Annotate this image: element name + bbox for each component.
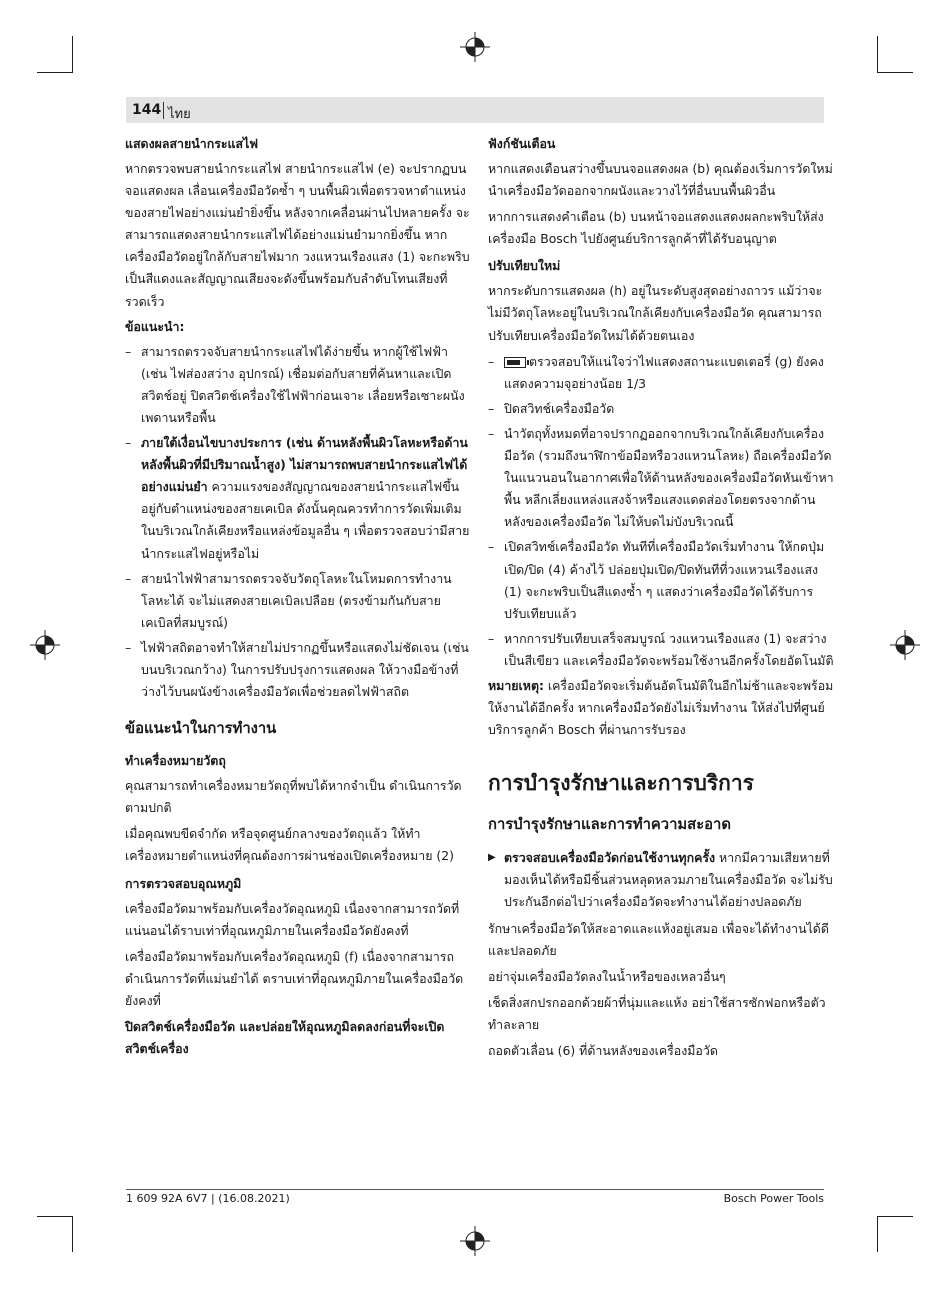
paragraph: หากตรวจพบสายนำกระแสไฟ สายนำกระแสไฟ (e) จะปรากฏบนจอแสดงผล เลื่อนเครื่องมือวัดซ้ำ ๆ บนพื้นผิวเพื่อตรวจหาตำแหน่งของสายไฟอย่างแม่นยำยิ่งขึ้น หลังจากเคลื่อนผ่านไปหลายครั้ง จะสามารถแสดงสายนำกระแสไฟได้อย่างแม่นยำมากยิ่งขึ้น หากเครื่องมือวัดอยู่ใกล้กับสายไฟมาก วงแหวนเรืองแสง (1) จะกะพริบเป็นสีแดงและสัญญาณเสียงจะดังขึ้นพร้อมกับลำดับโทนเสียงที่รวดเร็ว bbox=[125, 161, 470, 309]
paragraph: เครื่องมือวัดมาพร้อมกับเครื่องวัดอุณหภูมิ เนื่องจากสามารถวัดที่แน่นอนได้ราบเท่าที่อุณหภูมิภายในเครื่องมือวัดยังคงที่ bbox=[125, 900, 460, 938]
registration-mark-icon bbox=[890, 630, 920, 660]
paragraph: เช็ดสิ่งสกปรกออกด้วยผ้าที่นุ่มและแห้ง อย่าใช้สารซักฟอกหรือตัวทำละลาย bbox=[488, 994, 826, 1032]
section-heading: ปรับเทียบใหม่ bbox=[488, 258, 561, 274]
paragraph: ถอดตัวเลื่อน (6) ที่ด้านหลังของเครื่องมือวัด bbox=[488, 1043, 718, 1058]
paragraph: เครื่องมือวัดมาพร้อมกับเครื่องวัดอุณหภูมิ (f) เนื่องจากสามารถดำเนินการวัดที่แม่นยำได้ ตราบเท่าที่อุณหภูมิภายในเครื่องมือวัดยังคงที่ bbox=[125, 948, 464, 1008]
page-number: 144 bbox=[132, 102, 162, 118]
list-item-text: ความแรงของสัญญาณของสายนำกระแสไฟขึ้นอยู่กับตำแหน่งของสายเคเบิล ดังนั้นคุณควรทำการวัดเพิ่มเติมในบริเวณใกล้เคียงหรือแหล่งข้อมูลอื่น ๆ เพื่อตรวจสอบว่ามีสายนำกระแสไฟอยู่หรือไม่ bbox=[141, 479, 470, 561]
section-heading: ฟังก์ชันเตือน bbox=[488, 136, 556, 151]
list-item: – ปิดสวิทช์เครื่องมือวัด bbox=[488, 398, 834, 420]
right-column bbox=[488, 132, 834, 1066]
page-header-bar bbox=[126, 97, 824, 123]
subsection-heading: ทำเครื่องหมายวัตถุ bbox=[125, 753, 226, 769]
section-heading: แสดงผลสายนำกระแสไฟ bbox=[125, 136, 259, 151]
chapter-heading: การบำรุงรักษาและการบริการ bbox=[488, 771, 754, 796]
list-item: – หากการปรับเทียบเสร็จสมบูรณ์ วงแหวนเรืองแสง (1) จะสว่างเป็นสีเขียว และเครื่องมือวัดจะพร้อมใช้งานอีกครั้งโดยอัตโนมัติ bbox=[488, 628, 834, 672]
note-label: หมายเหตุ: bbox=[488, 677, 544, 693]
crop-mark bbox=[877, 36, 878, 72]
warning-paragraph: ปิดสวิตช์เครื่องมือวัด และปล่อยให้อุณหภูมิลดลงก่อนที่จะเปิดสวิตช์เครื่อง bbox=[125, 1019, 445, 1057]
paragraph: อย่าจุ่มเครื่องมือวัดลงในน้ำหรือของเหลวอื่นๆ bbox=[488, 968, 726, 984]
left-column bbox=[125, 132, 473, 1064]
registration-mark-icon bbox=[460, 1226, 490, 1256]
crop-mark bbox=[37, 1216, 73, 1217]
subsection-heading: การตรวจสอบอุณหภูมิ bbox=[125, 875, 242, 891]
header-divider bbox=[163, 102, 164, 119]
note-text: เครื่องมือวัดจะเริ่มต้นอัตโนมัติในอีกไม่ช้าและจะพร้อมให้งานได้อีกครั้ง หากเครื่องมือวัดยังไม่เริ่มทำงาน ให้ส่งไปที่ศูนย์บริการลูกค้า Bosch ที่ผ่านการรับรอง bbox=[488, 677, 834, 738]
list-item: – สายนำไฟฟ้าสามารถตรวจจับวัตถุโลหะในโหมดการทำงานโลหะได้ จะไม่แสดงสายเคเบิลเปลือย (ตรงข้ามกันกับสายเคเบิลที่สมบูรณ์) bbox=[125, 568, 473, 634]
list-item bbox=[125, 432, 473, 565]
paragraph: หากแสดงเตือนสว่างขึ้นบนจอแสดงผล (b) คุณต้องเริ่มการวัดใหม่ นำเครื่องมือวัดออกจากผนังและวางไว้ที่อื่นบนพื้นผิวอื่น bbox=[488, 161, 833, 199]
section-heading: การบำรุงรักษาและการทำความสะอาด bbox=[488, 816, 731, 834]
calibration-steps bbox=[488, 351, 834, 672]
safety-instruction bbox=[488, 847, 834, 913]
battery-icon bbox=[504, 357, 526, 368]
list-item: – เปิดสวิทช์เครื่องมือวัด ทันทีที่เครื่องมือวัดเริ่มทำงาน ให้กดปุ่มเปิด/ปิด (4) ค้างไว้ ปล่อยปุ่มเปิด/ปิดทันทีที่วงแหวนเรืองแสง (1) จะกะพริบเป็นสีแดงซ้ำ ๆ แสดงว่าเครื่องมือวัดได้รับการปรับเทียบแล้ว bbox=[488, 536, 834, 624]
note-paragraph bbox=[488, 675, 834, 741]
section-heading: ข้อแนะนำ: bbox=[125, 318, 185, 334]
document-id: 1 609 92A 6V7 | (16.08.2021) bbox=[126, 1192, 290, 1205]
list-item: – นำวัตถุทั้งหมดที่อาจปรากฏออกจากบริเวณใกล้เคียงกับเครื่องมือวัด (รวมถึงนาฬิกาข้อมือหรือวงแหวนโลหะ) ถือเครื่องมือวัดในแนวนอนในอากาศเพื่อให้ด้านหลังของเครื่องมือวัดหันเข้าหาพื้น หลีกเลี่ยงแหล่งแสงจ้าหรือแสงแดดส่องโดยตรงจากด้านหลังของเครื่องมือวัด ไม่ให้บดไม่บังบริเวณนี้ bbox=[488, 423, 834, 533]
list-item bbox=[488, 351, 834, 395]
paragraph: รักษาเครื่องมือวัดให้สะอาดและแห้งอยู่เสมอ เพื่อจะได้ทำงานได้ดีและปลอดภัย bbox=[488, 920, 829, 958]
crop-mark bbox=[877, 72, 913, 73]
emphasis-text: ตรวจสอบเครื่องมือวัดก่อนใช้งานทุกครั้ง bbox=[504, 850, 716, 866]
crop-mark bbox=[37, 72, 73, 73]
list-item: – สามารถตรวจจับสายนำกระแสไฟได้ง่ายขึ้น หากผู้ใช้ไฟฟ้า (เช่น ไฟส่องสว่าง อุปกรณ์) เชื่อมต่อกับสายที่ค้นหาและเปิดสวิตช์อยู่ ปิดสวิตช์เครื่องใช้ไฟฟ้าก่อนเจาะ เลื่อยหรือเซาะผนังเพดานหรือพื้น bbox=[125, 341, 473, 429]
list-item-text: ตรวจสอบให้แน่ใจว่าไฟแสดงสถานะแบตเตอรี่ (g) ยังคงแสดงความจุอย่างน้อย 1/3 bbox=[504, 353, 824, 391]
page-language: ไทย bbox=[168, 107, 191, 122]
paragraph: คุณสามารถทำเครื่องหมายวัตถุที่พบได้หากจำเป็น ดำเนินการวัดตามปกติ bbox=[125, 778, 462, 816]
paragraph: เมื่อคุณพบขีดจำกัด หรือจุดศูนย์กลางของวัตถุแล้ว ให้ทำเครื่องหมายตำแหน่งที่คุณต้องการผ่านช่องเปิดเครื่องหมาย (2) bbox=[125, 826, 454, 864]
registration-mark-icon bbox=[460, 32, 490, 62]
footer-divider bbox=[126, 1189, 824, 1190]
tips-list bbox=[125, 341, 473, 704]
instruction-text: หากมีความเสียหายที่มองเห็นได้หรือมีชิ้นส่วนหลุดหลวมภายในเครื่องมือวัด จะไม่รับประกันอีกต่อไปว่าเครื่องมือวัดจะทำงานได้อย่างปลอดภัย bbox=[504, 850, 833, 910]
emphasis-text: ภายใต้เงื่อนไขบางประการ (เช่น ด้านหลังพื้นผิวโลหะหรือด้านหลังพื้นผิวที่มีปริมาณน้ำสูง) ไม่สามารถพบสายนำกระแสไฟได้อย่างแม่นยำ bbox=[141, 435, 468, 495]
crop-mark bbox=[877, 1216, 913, 1217]
list-item: – ไฟฟ้าสถิตอาจทำให้สายไม่ปรากฏขึ้นหรือแสดงไม่ชัดเจน (เช่น บนบริเวณกว้าง) ในการปรับปรุงการแสดงผล ให้วางมือข้างที่ว่างไว้บนผนังข้างเครื่องมือวัดเพื่อช่วยลดไฟฟ้าสถิต bbox=[125, 637, 473, 703]
paragraph: หากการแสดงคำเตือน (b) บนหน้าจอแสดงแสดงผลกะพริบให้ส่งเครื่องมือ Bosch ไปยังศูนย์บริการลูกค้าที่ได้รับอนุญาต bbox=[488, 209, 824, 247]
section-heading: ข้อแนะนำในการทำงาน bbox=[125, 720, 277, 738]
brand-name: Bosch Power Tools bbox=[723, 1192, 824, 1205]
crop-mark bbox=[72, 1216, 73, 1252]
paragraph: หากระดับการแสดงผล (h) อยู่ในระดับสูงสุดอย่างถาวร แม้ว่าจะไม่มีวัตถุโลหะอยู่ในบริเวณใกล้เคียงกับเครื่องมือวัด คุณสามารถปรับเทียบเครื่องมือวัดใหม่ได้ด้วยตนเอง bbox=[488, 283, 823, 343]
registration-mark-icon bbox=[30, 630, 60, 660]
crop-mark bbox=[877, 1216, 878, 1252]
crop-mark bbox=[72, 36, 73, 72]
